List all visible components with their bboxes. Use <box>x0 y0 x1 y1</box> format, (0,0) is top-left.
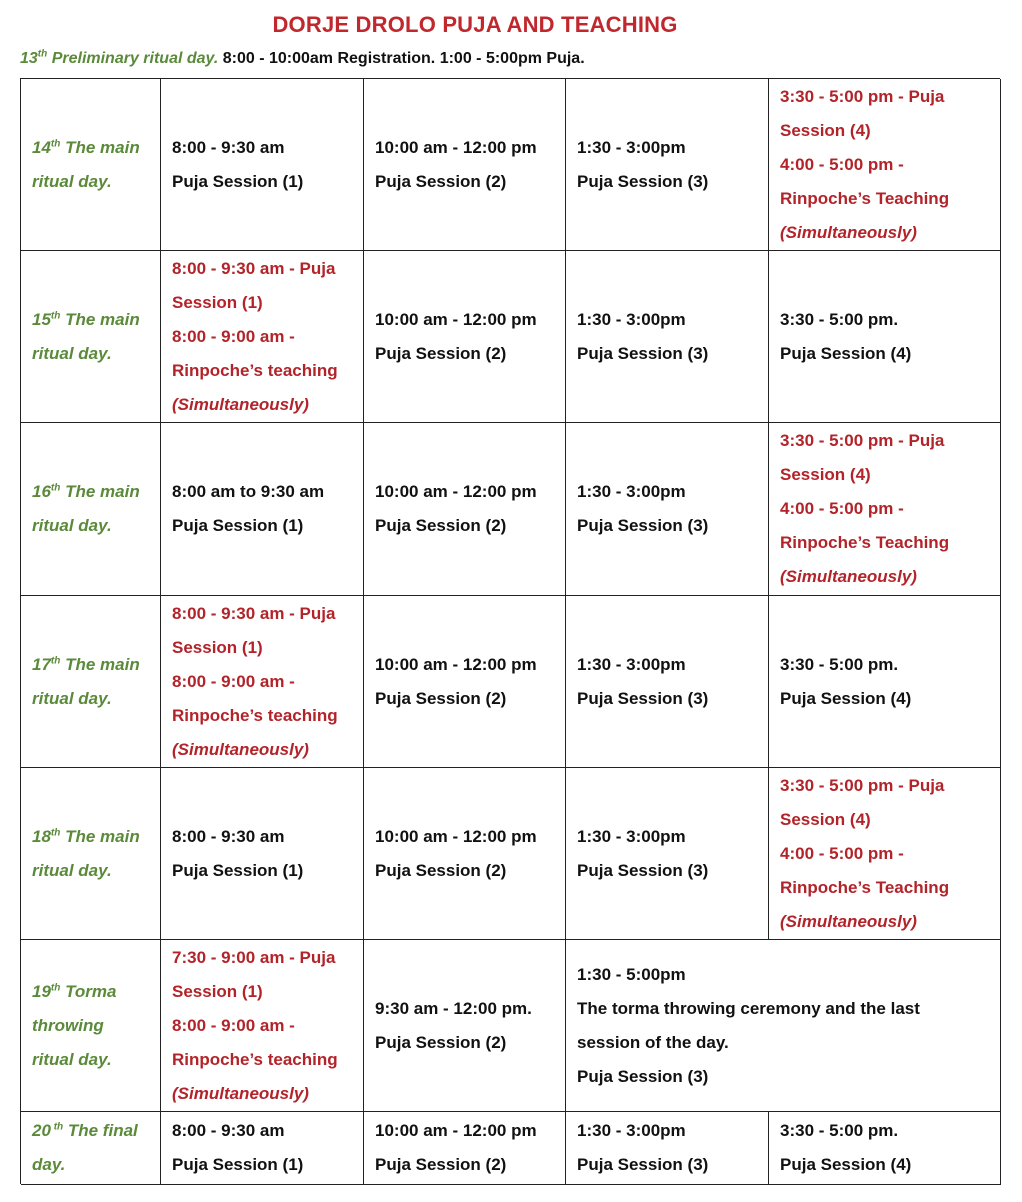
day-number: 15 <box>32 309 51 329</box>
session-cell <box>566 768 769 940</box>
session-line: 1:30 - 3:00pm <box>577 137 686 157</box>
session-line: Session (1) <box>172 981 263 1001</box>
session-cell <box>566 596 769 768</box>
day-label-line <box>32 475 150 509</box>
session-line: 8:00 - 9:00 am - <box>172 1015 295 1035</box>
simultaneous-note: (Simultaneously) <box>780 222 917 242</box>
session-line: Rinpoche’s Teaching <box>780 533 950 552</box>
session-line: Session (4) <box>780 465 871 484</box>
session-line: 3:30 - 5:00 pm. <box>780 309 899 329</box>
session-cell <box>161 423 364 596</box>
session-line: Puja Session (1) <box>172 171 304 191</box>
day-label-text: Torma <box>60 981 117 1001</box>
simultaneous-note: (Simultaneously) <box>172 394 309 414</box>
page-title: DORJE DROLO PUJA AND TEACHING <box>272 12 678 37</box>
session-line: 4:00 - 5:00 pm - <box>780 154 904 174</box>
session-line: 8:00 - 9:30 am - Puja <box>172 258 336 278</box>
day-ordinal-suffix: th <box>50 981 61 993</box>
session-line: Puja Session (4) <box>780 1155 912 1174</box>
session-line: 8:00 - 9:30 am <box>172 137 285 157</box>
session-line: session of the day. <box>577 1032 729 1052</box>
session-line: Puja Session (3) <box>577 860 709 880</box>
session-line: Session (4) <box>780 809 871 829</box>
session-cell <box>566 251 769 423</box>
session-cell <box>769 251 1001 423</box>
session-line: 10:00 am - 12:00 pm <box>375 482 537 501</box>
session-cell <box>161 768 364 940</box>
day-label-line <box>32 1114 150 1148</box>
day-label-text: The main <box>60 309 140 329</box>
day-ordinal-suffix: th <box>50 137 61 149</box>
session-line: 4:00 - 5:00 pm - <box>780 499 904 518</box>
simultaneous-note: (Simultaneously) <box>780 911 917 931</box>
day-label-line: ritual day. <box>32 688 112 708</box>
session-line: Rinpoche’s teaching <box>172 1049 338 1069</box>
session-line: 8:00 - 9:30 am <box>172 1121 285 1140</box>
day-label-text: The main <box>60 826 140 846</box>
session-cell <box>364 79 566 251</box>
day-label-line <box>32 648 150 682</box>
day-label-line: ritual day. <box>32 343 112 363</box>
session-line: 9:30 am - 12:00 pm. <box>375 998 532 1018</box>
session-line: 10:00 am - 12:00 pm <box>375 826 537 846</box>
day-label-line: day. <box>32 1155 66 1174</box>
session-cell <box>364 423 566 596</box>
day-ordinal-suffix: th <box>50 309 61 321</box>
day-label-text: The main <box>60 137 140 157</box>
session-line: 8:00 am to 9:30 am <box>172 482 325 501</box>
preliminary-day-suffix: th <box>37 48 48 60</box>
session-cell-merged <box>566 940 1001 1112</box>
session-cell <box>161 251 364 423</box>
session-cell <box>364 768 566 940</box>
session-line: 1:30 - 3:00pm <box>577 1121 686 1140</box>
session-line: 8:00 - 9:30 am - Puja <box>172 603 336 623</box>
session-line: Puja Session (3) <box>577 343 709 363</box>
session-line: 8:00 - 9:30 am <box>172 826 285 846</box>
session-cell <box>161 1112 364 1185</box>
day-label-line <box>32 820 150 854</box>
session-line: Rinpoche’s Teaching <box>780 188 950 208</box>
session-cell <box>161 79 364 251</box>
session-line: Puja Session (2) <box>375 516 507 535</box>
session-line: Rinpoche’s teaching <box>172 360 338 380</box>
day-label-line: ritual day. <box>32 171 112 191</box>
day-number: 18 <box>32 826 51 846</box>
session-line: Puja Session (3) <box>577 1066 709 1086</box>
session-line: Puja Session (3) <box>577 171 709 191</box>
day-number: 14 <box>32 137 51 157</box>
preliminary-day-number: 13 <box>20 50 38 67</box>
session-line: 3:30 - 5:00 pm - Puja <box>780 431 945 450</box>
session-line: The torma throwing ceremony and the last <box>577 998 920 1018</box>
session-line: Puja Session (1) <box>172 1155 304 1174</box>
day-ordinal-suffix: th <box>50 654 61 666</box>
session-cell <box>566 79 769 251</box>
session-line: Puja Session (2) <box>375 1155 507 1174</box>
simultaneous-note: (Simultaneously) <box>172 739 309 759</box>
preliminary-day-text: Preliminary ritual day. <box>47 50 219 67</box>
day-label-cell <box>21 596 161 768</box>
day-ordinal-suffix: th <box>50 826 61 838</box>
session-line: 1:30 - 3:00pm <box>577 482 686 501</box>
session-line: 3:30 - 5:00 pm - Puja <box>780 775 945 795</box>
preliminary-day-label <box>20 50 218 67</box>
session-line: 10:00 am - 12:00 pm <box>375 137 537 157</box>
session-line: Rinpoche’s Teaching <box>780 877 950 897</box>
schedule-table <box>20 78 1000 1184</box>
day-label-cell <box>21 940 161 1112</box>
session-line: 10:00 am - 12:00 pm <box>375 654 537 674</box>
session-cell <box>364 940 566 1112</box>
day-label-line <box>32 975 150 1009</box>
session-line: 10:00 am - 12:00 pm <box>375 1121 537 1140</box>
session-cell <box>769 79 1001 251</box>
session-line: 1:30 - 3:00pm <box>577 826 686 846</box>
session-line: 3:30 - 5:00 pm. <box>780 654 899 674</box>
session-line: 8:00 - 9:00 am - <box>172 671 295 691</box>
session-line: Puja Session (1) <box>172 516 304 535</box>
session-line: 1:30 - 3:00pm <box>577 309 686 329</box>
simultaneous-note: (Simultaneously) <box>172 1083 309 1103</box>
session-line: 1:30 - 3:00pm <box>577 654 686 674</box>
session-line: Puja Session (4) <box>780 343 912 363</box>
preliminary-day-line <box>20 50 585 68</box>
session-cell <box>161 596 364 768</box>
day-number: 17 <box>32 654 51 674</box>
session-line: 3:30 - 5:00 pm. <box>780 1121 899 1140</box>
preliminary-day-details: 8:00 - 10:00am Registration. 1:00 - 5:00pm Puja. <box>218 50 585 67</box>
day-label-text: The final <box>63 1121 138 1140</box>
session-line: Session (4) <box>780 120 871 140</box>
session-line: Puja Session (3) <box>577 1155 709 1174</box>
day-label-line <box>32 131 150 165</box>
session-cell <box>566 423 769 596</box>
day-number: 19 <box>32 981 51 1001</box>
session-line: Puja Session (2) <box>375 343 507 363</box>
session-line: Rinpoche’s teaching <box>172 705 338 725</box>
day-label-cell <box>21 423 161 596</box>
session-line: Puja Session (2) <box>375 171 507 191</box>
session-cell <box>769 1112 1001 1185</box>
session-line: 3:30 - 5:00 pm - Puja <box>780 86 945 106</box>
session-line: Session (1) <box>172 637 263 657</box>
session-cell <box>364 251 566 423</box>
session-line: 1:30 - 5:00pm <box>577 964 686 984</box>
day-label-line <box>32 303 150 337</box>
day-label-text: The main <box>60 482 140 501</box>
session-cell <box>161 940 364 1112</box>
day-label-cell <box>21 1112 161 1185</box>
session-cell <box>769 423 1001 596</box>
session-line: Puja Session (4) <box>780 688 912 708</box>
day-number: 20 <box>32 1121 51 1140</box>
session-line: 4:00 - 5:00 pm - <box>780 843 904 863</box>
session-cell <box>364 1112 566 1185</box>
day-label-line: ritual day. <box>32 860 112 880</box>
day-label-line: ritual day. <box>32 516 112 535</box>
session-line: Puja Session (2) <box>375 860 507 880</box>
session-line: Session (1) <box>172 292 263 312</box>
session-line: Puja Session (3) <box>577 516 709 535</box>
day-label-cell <box>21 768 161 940</box>
session-cell <box>769 768 1001 940</box>
session-line: Puja Session (2) <box>375 1032 507 1052</box>
session-line: 8:00 - 9:00 am - <box>172 326 295 346</box>
day-label-cell <box>21 79 161 251</box>
day-ordinal-suffix: th <box>50 482 61 494</box>
session-line: Puja Session (2) <box>375 688 507 708</box>
day-ordinal-suffix: th <box>50 1121 64 1133</box>
day-number: 16 <box>32 482 51 501</box>
session-line: Puja Session (3) <box>577 688 709 708</box>
day-label-cell <box>21 251 161 423</box>
session-cell <box>769 596 1001 768</box>
day-label-line: throwing <box>32 1015 104 1035</box>
simultaneous-note: (Simultaneously) <box>780 567 917 586</box>
day-label-text: The main <box>60 654 140 674</box>
session-cell <box>364 596 566 768</box>
session-line: Puja Session (1) <box>172 860 304 880</box>
session-cell <box>566 1112 769 1185</box>
session-line: 7:30 - 9:00 am - Puja <box>172 947 336 967</box>
session-line: 10:00 am - 12:00 pm <box>375 309 537 329</box>
day-label-line: ritual day. <box>32 1049 112 1069</box>
